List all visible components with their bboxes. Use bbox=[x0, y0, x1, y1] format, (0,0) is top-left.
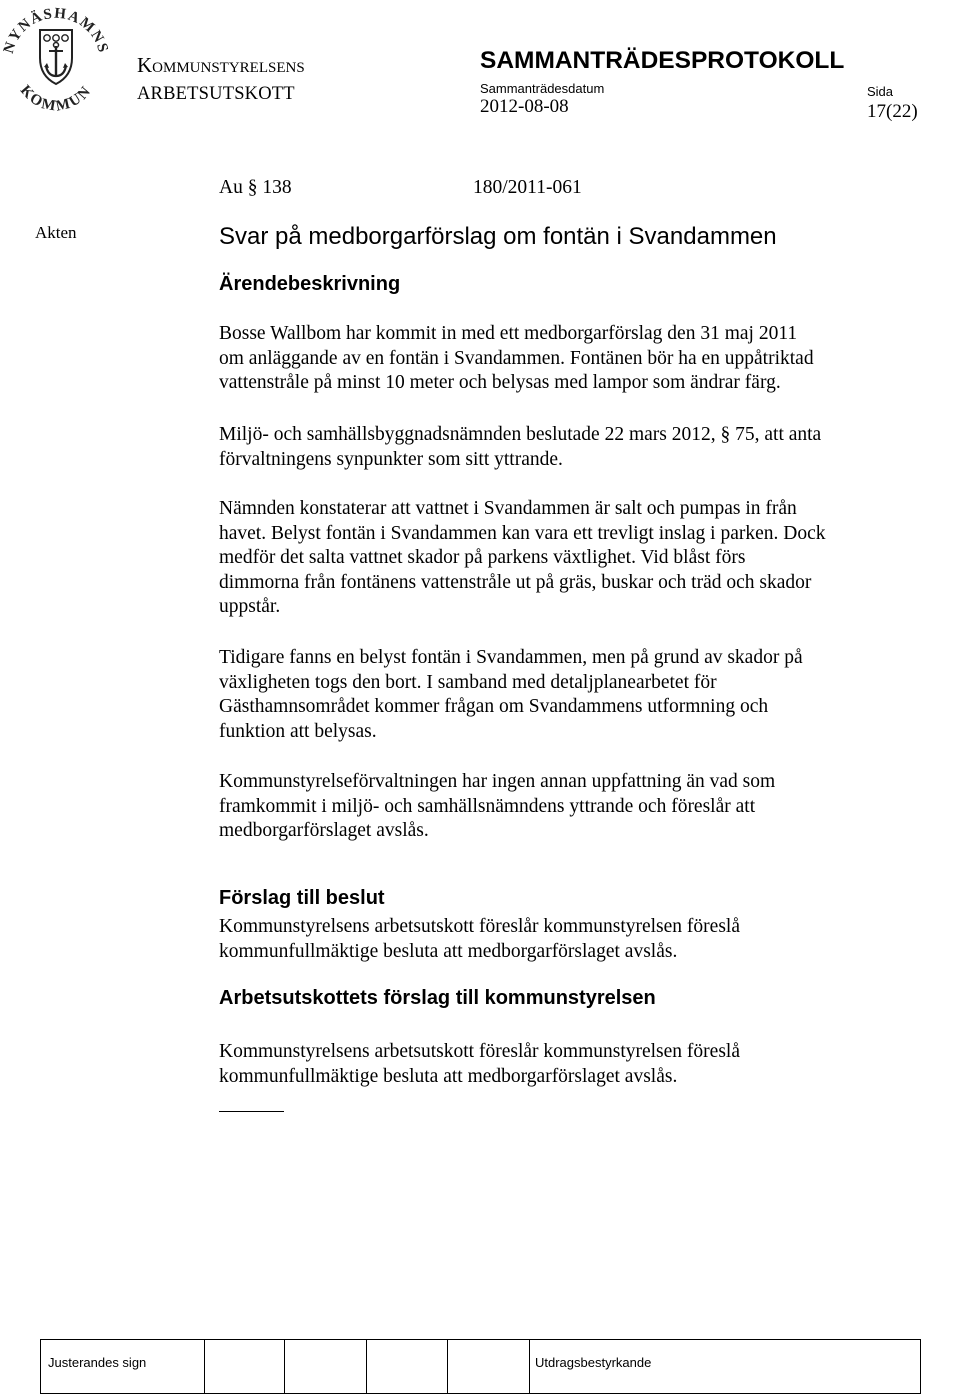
extract-certification-label: Utdragsbestyrkande bbox=[535, 1355, 652, 1370]
municipality-logo bbox=[0, 0, 112, 112]
org-unit: ARBETSUTSKOTT bbox=[137, 84, 295, 104]
footer-signature-box bbox=[40, 1339, 921, 1394]
logo-text-bottom: KOMMUN bbox=[16, 82, 96, 112]
text-line: Bosse Wallbom har kommit in med ett medborgarförslag den 31 maj 2011 bbox=[219, 323, 798, 344]
description-paragraph-2 bbox=[219, 423, 919, 472]
text-line: Kommunstyrelsens arbetsutskott föreslår kommunstyrelsen föreslå bbox=[219, 916, 740, 937]
text-line: om anläggande av en fontän i Svandammen. Fontänen bör ha en uppåtriktad bbox=[219, 347, 814, 369]
footer-divider bbox=[366, 1340, 367, 1393]
case-number-text: Au § 138 bbox=[219, 177, 292, 198]
description-paragraph-5 bbox=[219, 770, 919, 844]
proposal-heading: Förslag till beslut bbox=[219, 887, 385, 909]
text-line: uppstår. bbox=[219, 596, 281, 618]
text-line: framkommit i miljö- och samhällsnämndens yttrande och föreslår att bbox=[219, 795, 756, 817]
text-line: förvaltningens synpunkter som sitt yttrande. bbox=[219, 448, 563, 470]
text-line: dimmorna från fontänens vattenstråle ut på gräs, buskar och träd och skador bbox=[219, 571, 812, 593]
text-line: kommunfullmäktige besluta att medborgarförslaget avslås. bbox=[219, 940, 678, 962]
anchor-crest-icon bbox=[0, 0, 112, 112]
doc-type: SAMMANTRÄDESPROTOKOLL bbox=[480, 47, 845, 74]
text-line: Miljö- och samhällsbyggnadsnämnden beslutade 22 mars 2012, § 75, att anta bbox=[219, 424, 822, 445]
case-title: Svar på medborgarförslag om fontän i Svandammen bbox=[219, 223, 777, 250]
text-line: vattenstråle på minst 10 meter och belysas med lampor som ändrar färg. bbox=[219, 372, 781, 394]
meeting-date: 2012-08-08 bbox=[480, 96, 569, 117]
svg-text:KOMMUN bbox=[17, 83, 95, 112]
footer-divider bbox=[447, 1340, 448, 1393]
description-paragraph-1 bbox=[219, 322, 919, 396]
description-paragraph-4 bbox=[219, 646, 919, 744]
text-line: Gästhamnsområdet kommer frågan om Svandammens utformning och bbox=[219, 696, 769, 718]
text-line: medför det salta vattnet skador på parkens växtlighet. Vid blåst förs bbox=[219, 547, 746, 569]
text-line: kommunfullmäktige besluta att medborgarförslaget avslås. bbox=[219, 1065, 678, 1087]
description-heading: Ärendebeskrivning bbox=[219, 273, 401, 295]
text-line: Kommunstyrelseförvaltningen har ingen annan uppfattning än vad som bbox=[219, 771, 776, 792]
footer-divider bbox=[529, 1340, 530, 1393]
text-line: Nämnden konstaterar att vattnet i Svandammen är salt och pumpas in från bbox=[219, 498, 797, 519]
text-line: havet. Belyst fontän i Svandammen kan vara ett trevligt inslag i parken. Dock bbox=[219, 522, 826, 544]
footer-divider bbox=[204, 1340, 205, 1393]
committee-proposal-text bbox=[219, 1040, 919, 1089]
text-line: medborgarförslaget avslås. bbox=[219, 820, 429, 842]
case-number bbox=[219, 177, 292, 199]
description-paragraph-3 bbox=[219, 497, 919, 620]
committee-proposal-heading: Arbetsutskottets förslag till kommunstyrelsen bbox=[219, 987, 656, 1009]
text-line: växligheten togs den bort. I samband med detaljplanearbetet för bbox=[219, 671, 717, 693]
page-label: Sida bbox=[867, 84, 894, 99]
org-name: Kommunstyrelsens bbox=[137, 53, 305, 77]
case-reference: 180/2011-061 bbox=[473, 177, 582, 198]
date-label: Sammanträdesdatum bbox=[480, 81, 605, 96]
logo-text-top: NYNÄSHAMNS bbox=[0, 5, 112, 56]
text-line: Tidigare fanns en belyst fontän i Svandammen, men på grund av skador på bbox=[219, 647, 803, 668]
text-line: Kommunstyrelsens arbetsutskott föreslår kommunstyrelsen föreslå bbox=[219, 1041, 740, 1062]
text-line: funktion att belysas. bbox=[219, 720, 377, 742]
signature-label: Justerandes sign bbox=[48, 1355, 147, 1370]
footer-divider bbox=[284, 1340, 285, 1393]
section-label: Akten bbox=[35, 223, 77, 242]
end-divider bbox=[219, 1111, 284, 1112]
page-number: 17(22) bbox=[867, 101, 918, 122]
proposal-text bbox=[219, 915, 919, 964]
